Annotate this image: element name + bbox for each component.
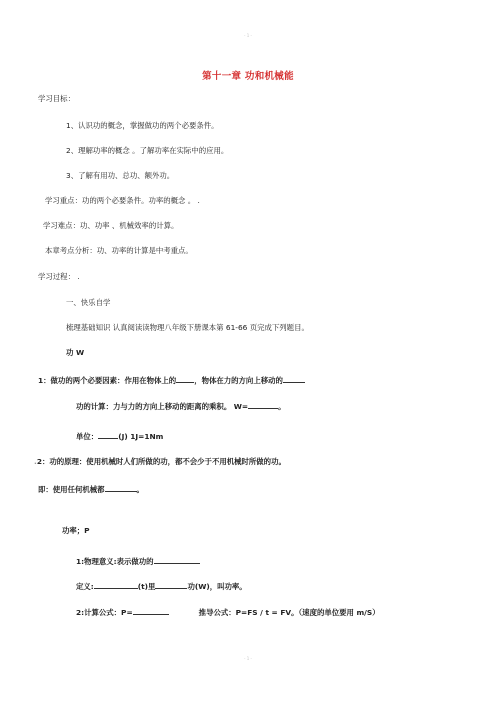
- goal-3: 3、了解有用功、总功、额外功。: [66, 171, 175, 180]
- unit-text: 单位：: [76, 432, 99, 441]
- power-definition: [76, 580, 247, 592]
- page-footer: - 1 -: [244, 656, 252, 661]
- power-meaning-text: 1:物理意义:表示做功的: [76, 557, 154, 566]
- formula-blank[interactable]: [133, 606, 169, 615]
- power-formula: [76, 606, 380, 618]
- definition-text-2: (t)里: [137, 582, 156, 591]
- corollary-end: 。: [136, 485, 144, 494]
- definition-blank-1[interactable]: [94, 580, 138, 589]
- process-label: 学习过程： .: [38, 272, 80, 281]
- chapter-title: 第十一章 功和机械能: [202, 71, 294, 82]
- power-meaning-blank[interactable]: [154, 555, 200, 564]
- distance-blank[interactable]: [283, 374, 305, 383]
- key-point: 学习重点：功的两个必要条件。功率的概念 。 .: [45, 196, 200, 205]
- corollary: [38, 483, 144, 495]
- work-factors: [38, 374, 305, 386]
- work-calc-end: 。: [278, 402, 286, 411]
- unit-line: [76, 430, 163, 442]
- goals-label: 学习目标：: [38, 94, 75, 103]
- work-principle-text: 2：功的原理：使用机械时人们所做的功，都不会少于不用机械时所做的功。: [36, 457, 286, 466]
- exam-focus: 本章考点分析：功、功率的计算是中考重点。: [45, 246, 193, 255]
- work-heading: 功 W: [66, 348, 85, 357]
- section-heading: 一、快乐自学: [66, 298, 111, 307]
- definition-text-1: 定义:: [76, 582, 94, 591]
- derived-formula: 推导公式：P=FS / t = FV。（速度的单位要用 m/S）: [198, 608, 380, 617]
- work-formula-blank[interactable]: [248, 400, 278, 409]
- instruction: 梳理基础知识 认真阅读读物理八年级下册课本第 61-66 页完成下列题目。: [66, 323, 309, 332]
- unit-blank[interactable]: [98, 430, 118, 439]
- goal-2: 2、理解功率的概念 。了解功率在实际中的应用。: [66, 146, 229, 155]
- corollary-blank[interactable]: [105, 483, 137, 492]
- formula-text: 2:计算公式：P=: [76, 608, 133, 617]
- corollary-text: 即：使用任何机械都: [38, 485, 105, 494]
- unit-value: (J) 1J=1Nm: [118, 432, 164, 441]
- work-calc: [76, 400, 286, 412]
- force-blank[interactable]: [176, 374, 194, 383]
- power-meaning: [76, 555, 200, 567]
- work-factors-text-2: ，物体在力的方向上移动的: [194, 376, 283, 385]
- definition-blank-2[interactable]: [155, 580, 187, 589]
- work-factors-text-1: 1：做功的两个必要因素：作用在物体上的: [38, 376, 177, 385]
- work-calc-text: 功的计算：力与力的方向上移动的距离的乘积。 W=: [76, 402, 249, 411]
- goal-1: 1、认识功的概念，掌握做功的两个必要条件。: [66, 121, 219, 130]
- definition-text-3: 功(W)，叫功率。: [187, 582, 247, 591]
- page-header: - 1 -: [244, 33, 252, 38]
- power-heading: 功率；P: [62, 526, 90, 535]
- difficulty: 学习难点：功、功率 、机械效率的计算。: [43, 221, 179, 230]
- work-principle: [34, 457, 286, 467]
- q2-prefix: .: [34, 457, 37, 466]
